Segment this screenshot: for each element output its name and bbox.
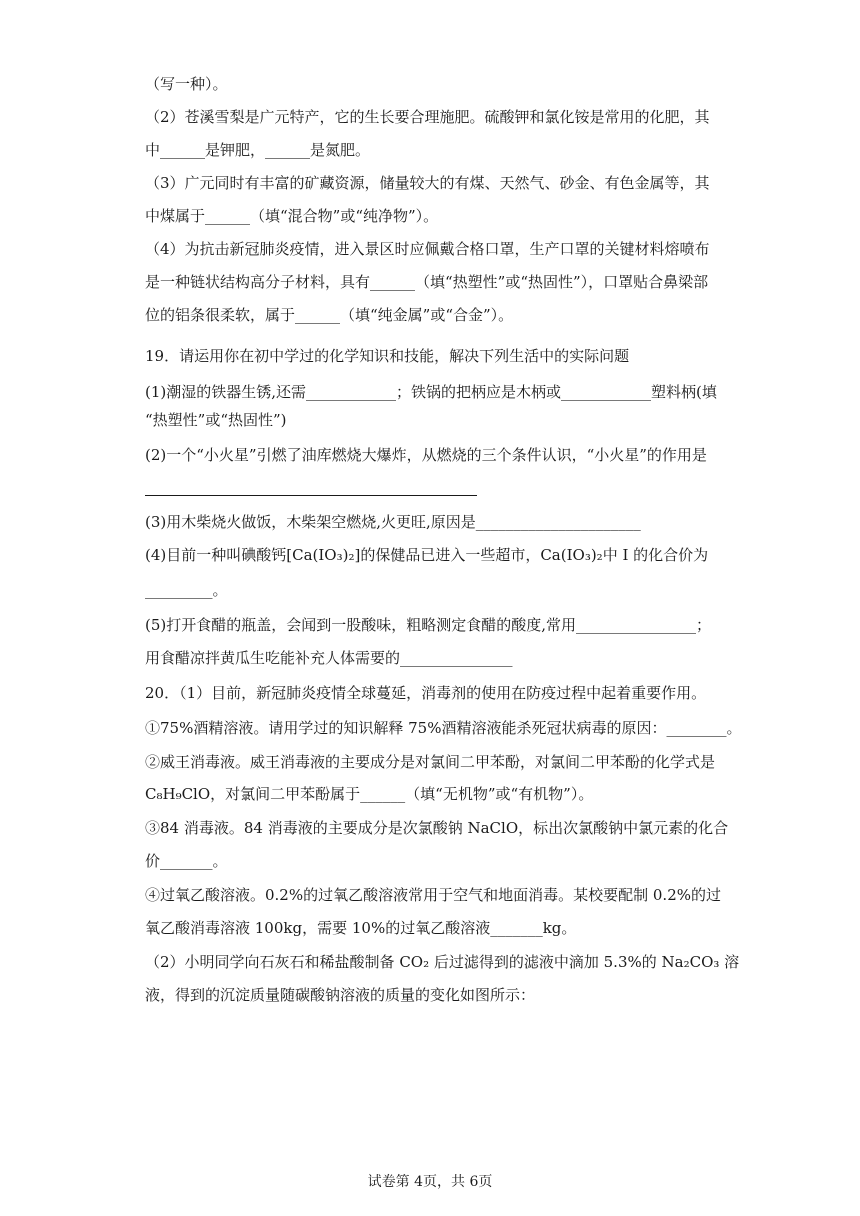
text-line-15: _________。: [145, 581, 228, 599]
text-line-5: 中煤属于______（填“混合物”或“纯净物”）。: [145, 207, 439, 225]
text-line-23: 价_______。: [145, 852, 228, 870]
text-line-22: ③84 消毒液。84 消毒液的主要成分是次氯酸钠 NaClO，标出次氯酸钠中氯元素的化合: [145, 819, 729, 837]
text-line-8: 位的铝条很柔软，属于______（填“纯金属”或“合金”）。: [145, 306, 514, 324]
answer-blank-line: [145, 495, 477, 496]
question-19-heading: 19．请运用你在初中学过的化学知识和技能，解决下列生活中的实际问题: [145, 347, 630, 365]
text-line-16: (5)打开食醋的瓶盖，会闻到一股酸味，粗略测定食醋的酸度,常用________________；: [145, 616, 712, 634]
question-20-heading: 20．（1）目前，新冠肺炎疫情全球蔓延，消毒剂的使用在防疫过程中起着重要作用。: [145, 684, 707, 702]
text-line-3: 中______是钾肥，______是氮肥。: [145, 141, 371, 159]
text-line-19: ①75%酒精溶液。请用学过的知识解释 75%酒精溶液能杀死冠状病毒的原因：________。: [145, 719, 742, 737]
text-line-20: ②威王消毒液。威王消毒液的主要成分是对氯间二甲苯酚，对氯间二甲苯酚的化学式是: [145, 753, 716, 771]
text-line-21: C₈H₉ClO，对氯间二甲苯酚属于______（填“无机物”或“有机物”）。: [145, 785, 594, 803]
text-line-25: 氧乙酸消毒溶液 100kg，需要 10%的过氧乙酸溶液_______kg。: [145, 919, 577, 937]
text-line-2: （2）苍溪雪梨是广元特产，它的生长要合理施肥。硫酸钾和氯化铵是常用的化肥，其: [145, 108, 710, 126]
text-line-17: 用食醋凉拌黄瓜生吃能补充人体需要的_______________: [145, 649, 513, 667]
text-line-4: （3）广元同时有丰富的矿藏资源，储量较大的有煤、天然气、砂金、有色金属等，其: [145, 174, 710, 192]
text-line-24: ④过氧乙酸溶液。0.2%的过氧乙酸溶液常用于空气和地面消毒。某校要配制 0.2%的过: [145, 886, 721, 904]
text-line-14: (4)目前一种叫碘酸钙[Ca(IO₃)₂]的保健品已进入一些超市，Ca(IO₃)₂中 I 的化合价为: [145, 546, 709, 564]
text-line-27: 液，得到的沉淀质量随碳酸钠溶液的质量的变化如图所示：: [145, 986, 536, 1004]
text-line-13: (3)用木柴烧火做饭，木柴架空燃烧,火更旺,原因是______________________: [145, 513, 641, 531]
page-footer: 试卷第 4页，共 6页: [367, 1174, 493, 1190]
text-line-10: (1)潮湿的铁器生锈,还需____________；铁锅的把柄应是木柄或____________塑料柄(填: [145, 383, 717, 401]
text-line-26: （2）小明同学向石灰石和稀盐酸制备 CO₂ 后过滤得到的滤液中滴加 5.3%的 Na₂CO₃ 溶: [145, 953, 740, 971]
text-line-11: “热塑性”或“热固性”): [145, 411, 287, 429]
text-line-1: （写一种）。: [145, 75, 228, 93]
text-line-6: （4）为抗击新冠肺炎疫情，进入景区时应佩戴合格口罩，生产口罩的关键材料熔喷布: [145, 240, 710, 258]
text-line-7: 是一种链状结构高分子材料，具有______（填“热塑性”或“热固性”），口罩贴合鼻梁部: [145, 273, 709, 291]
text-line-12: (2)一个“小火星”引燃了油库燃烧大爆炸，从燃烧的三个条件认识，“小火星”的作用是: [145, 446, 707, 464]
